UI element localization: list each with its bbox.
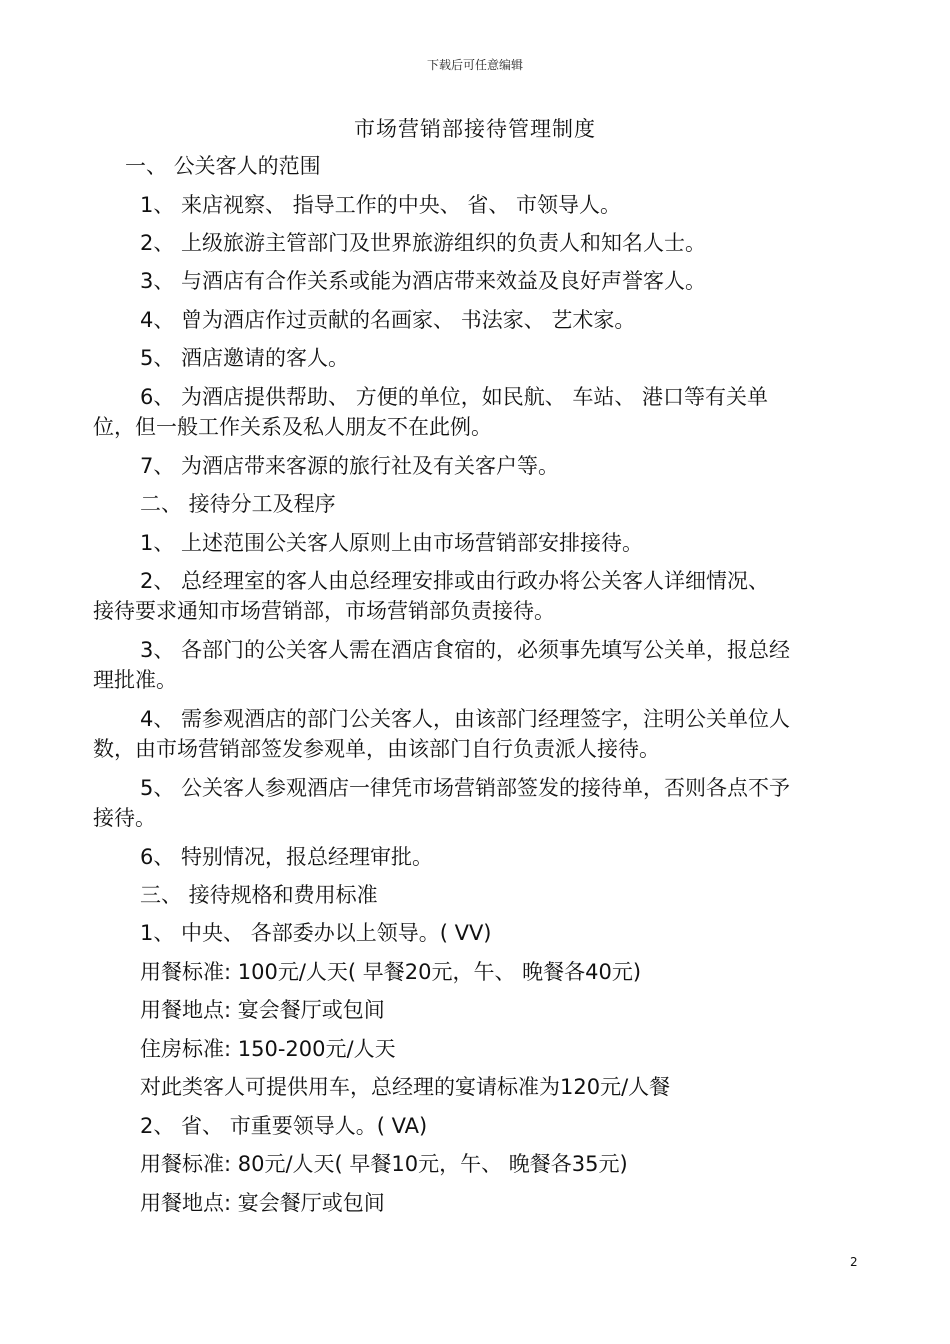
text-line: 6、 特别情况，报总经理审批。: [140, 845, 434, 869]
text-line: 用餐标准: 80元/人天( 早餐10元，午、 晚餐各35元): [140, 1152, 628, 1176]
text-line: 3、 与酒店有合作关系或能为酒店带来效益及良好声誉客人。: [140, 269, 707, 293]
text-line: 理批准。: [93, 668, 177, 692]
document-title: 市场营销部接待管理制度: [354, 117, 596, 141]
text-line: 4、 曾为酒店作过贡献的名画家、 书法家、 艺术家。: [140, 308, 636, 332]
text-line: 住房标准: 150-200元/人天: [140, 1037, 396, 1061]
text-line: 1、 来店视察、 指导工作的中央、 省、 市领导人。: [140, 193, 622, 217]
page-number: 2: [850, 1255, 858, 1269]
section-heading: 三、 接待规格和费用标准: [140, 883, 378, 907]
text-line: 4、 需参观酒店的部门公关客人，由该部门经理签字，注明公关单位人: [140, 707, 791, 731]
text-line: 对此类客人可提供用车，总经理的宴请标准为120元/人餐: [140, 1075, 671, 1099]
text-line: 用餐标准: 100元/人天( 早餐20元，午、 晚餐各40元): [140, 960, 642, 984]
text-line: 6、 为酒店提供帮助、 方便的单位，如民航、 车站、 港口等有关单: [140, 385, 769, 409]
text-line: 5、 公关客人参观酒店一律凭市场营销部签发的接待单，否则各点不予: [140, 776, 791, 800]
text-line: 1、 中央、 各部委办以上领导。( VV): [140, 921, 492, 945]
text-line: 2、 总经理室的客人由总经理安排或由行政办将公关客人详细情况、: [140, 569, 770, 593]
section-heading: 一、 公关客人的范围: [125, 154, 321, 178]
text-line: 2、 省、 市重要领导人。( VA): [140, 1114, 428, 1138]
page-header: 下载后可任意编辑: [426, 58, 523, 72]
text-line: 7、 为酒店带来客源的旅行社及有关客户等。: [140, 454, 560, 478]
text-line: 接待。: [93, 806, 156, 830]
text-line: 1、 上述范围公关客人原则上由市场营销部安排接待。: [140, 531, 644, 555]
text-line: 2、 上级旅游主管部门及世界旅游组织的负责人和知名人士。: [140, 231, 707, 255]
text-line: 5、 酒店邀请的客人。: [140, 346, 350, 370]
text-line: 位，但一般工作关系及私人朋友不在此例。: [93, 415, 492, 439]
text-line: 3、 各部门的公关客人需在酒店食宿的，必须事先填写公关单，报总经: [140, 638, 791, 662]
text-line: 数，由市场营销部签发参观单，由该部门自行负责派人接待。: [93, 737, 660, 761]
section-heading: 二、 接待分工及程序: [140, 492, 336, 516]
text-line: 接待要求通知市场营销部，市场营销部负责接待。: [93, 599, 555, 623]
text-line: 用餐地点: 宴会餐厅或包间: [140, 1191, 385, 1215]
text-line: 用餐地点: 宴会餐厅或包间: [140, 998, 385, 1022]
